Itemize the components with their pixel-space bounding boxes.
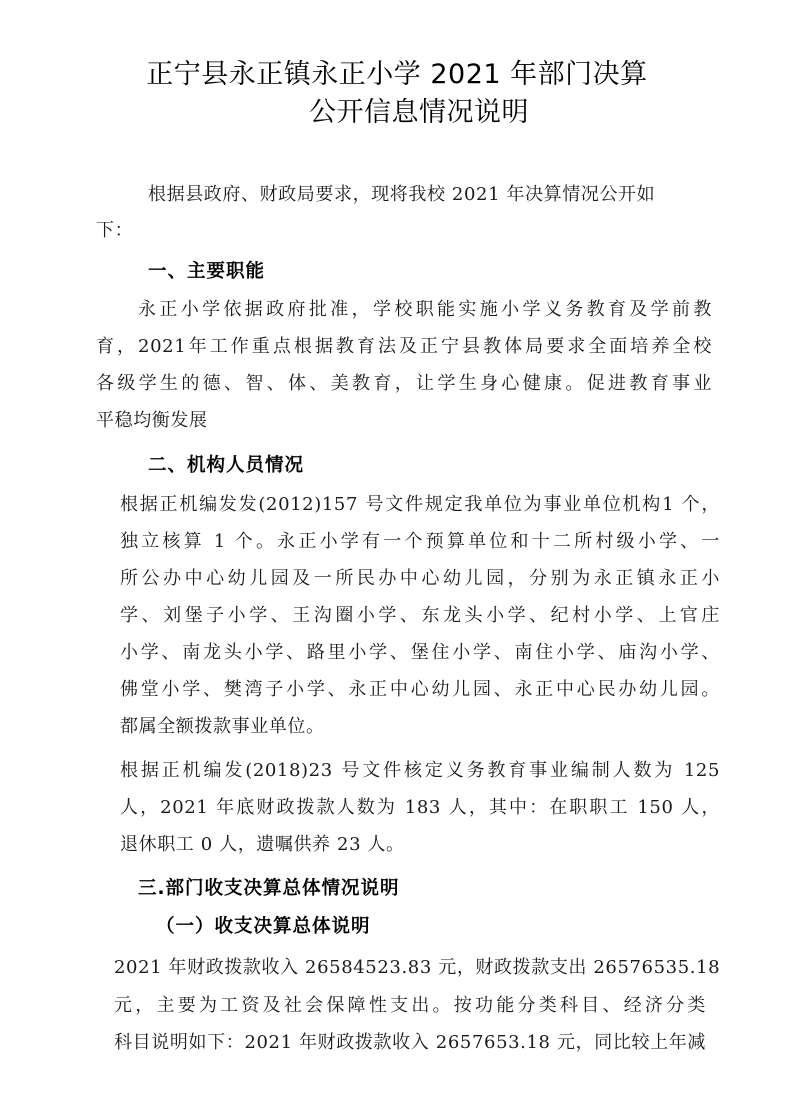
section3-heading: 三.部门收支决算总体情况说明 — [138, 878, 400, 899]
section1-line-2: 育，2021年工作重点根据教育法及正宁县教体局要求全面培养全校 — [96, 336, 712, 357]
section2-heading: 二、机构人员情况 — [148, 455, 305, 476]
section2-p1-line-3: 所公办中心幼儿园及一所民办中心幼儿园，分别为永正镇永正小 — [120, 568, 720, 589]
section2-p2-line-2: 人，2021 年底财政拨款人数为 183 人，其中：在职职工 150 人， — [120, 797, 720, 818]
section3-line-3: 科目说明如下：2021 年财政拨款收入 2657653.18 元，同比较上年减 — [114, 1032, 706, 1053]
section1-line-4: 平稳均衡发展 — [96, 410, 208, 431]
section2-p1-line-1: 根据正机编发发(2012)157 号文件规定我单位为事业单位机构1 个， — [120, 494, 720, 515]
section2-p1-line-6: 佛堂小学、樊湾子小学、永正中心幼儿园、永正中心民办幼儿园。 — [120, 679, 720, 700]
section2-p1-line-4: 学、刘堡子小学、王沟圈小学、东龙头小学、纪村小学、上官庄 — [120, 605, 720, 626]
section3-line-2: 元，主要为工资及社会保障性支出。按功能分类科目、经济分类 — [114, 995, 706, 1016]
document-title-line1: 正宁县永正镇永正小学 2021 年部门决算 — [146, 59, 648, 90]
section3-line-1: 2021 年财政拨款收入 26584523.83 元，财政拨款支出 26576535.18 — [114, 957, 721, 978]
section2-p1-line-7: 都属全额拨款事业单位。 — [120, 716, 325, 737]
section1-heading: 一、主要职能 — [148, 261, 266, 282]
intro-line-2: 下： — [96, 220, 134, 241]
document-title-line2: 公开信息情况说明 — [309, 97, 529, 128]
section3-subheading: （一）收支决算总体说明 — [156, 916, 371, 937]
section2-p2-line-1: 根据正机编发(2018)23 号文件核定义务教育事业编制人数为 125 — [120, 760, 720, 781]
section2-p1-line-5: 小学、南龙头小学、路里小学、堡住小学、南住小学、庙沟小学、 — [120, 642, 720, 663]
intro-line-1: 根据县政府、财政局要求，现将我校 2021 年决算情况公开如 — [148, 184, 656, 205]
section2-p2-line-3: 退休职工 0 人，遗嘱供养 23 人。 — [120, 834, 405, 855]
section1-line-1: 永正小学依据政府批准，学校职能实施小学义务教育及学前教 — [138, 299, 712, 320]
section1-line-3: 各级学生的德、智、体、美教育，让学生身心健康。促进教育事业 — [96, 373, 712, 394]
section2-p1-line-2: 独立核算 1 个。永正小学有一个预算单位和十二所村级小学、一 — [120, 531, 720, 552]
